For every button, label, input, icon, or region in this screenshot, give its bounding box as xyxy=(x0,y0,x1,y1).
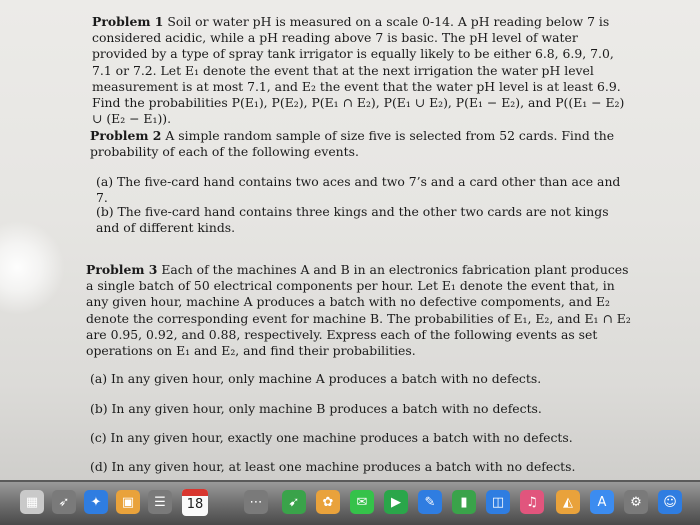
problem-3-text: Each of the machines A and B in an electronics fabrication plant produces a single batch of 50 electrical components per hour. Let E₁ denote the event that, in any given hour, machine A produces a batch with no defective compoments, and E₂ denote the corresponding event for machine B. The probabilities of E₁, E₂, and E₁ ∩ E₂ are 0.95, 0.92, and 0.88, respectively. Express each of the following events as set operations on E₁ and E₂, and find their probabilities. xyxy=(86,262,631,359)
problem-3 xyxy=(86,262,634,359)
calendar-icon[interactable] xyxy=(182,489,208,516)
pages-icon[interactable]: ✎ xyxy=(418,490,442,514)
problem-3-item-c: (c) In any given hour, exactly one machine produces a batch with no defects. xyxy=(90,430,573,445)
screen-glare xyxy=(0,220,65,315)
notes-icon[interactable]: ⋯ xyxy=(244,490,268,514)
problem-1-title: Problem 1 xyxy=(92,14,164,29)
rocket-icon[interactable]: ➶ xyxy=(52,490,76,514)
photos-icon[interactable]: ✿ xyxy=(316,490,340,514)
keynote-icon[interactable]: ◫ xyxy=(486,490,510,514)
preview-icon[interactable]: ▣ xyxy=(116,490,140,514)
launchpad-icon[interactable]: ▦ xyxy=(20,490,44,514)
problem-2-title: Problem 2 xyxy=(90,128,162,143)
books-icon[interactable]: ◭ xyxy=(556,490,580,514)
problem-3-item-b: (b) In any given hour, only machine B produces a batch with no defects. xyxy=(90,401,542,416)
contacts-icon[interactable]: ☰ xyxy=(148,490,172,514)
dock-bar xyxy=(0,482,700,525)
app-store-icon[interactable]: A xyxy=(590,490,614,514)
settings-icon[interactable]: ⚙ xyxy=(624,490,648,514)
compass-icon[interactable]: ✦ xyxy=(84,490,108,514)
problem-1 xyxy=(92,14,632,127)
problem-1-text: Soil or water pH is measured on a scale 0-14. A pH reading below 7 is considered acidic, while a pH reading above 7 is basic. The pH level of water provided by a type of spray tank irrigator is equally likely to be either 6.8, 6.9, 7.0, 7.1 or 7.2. Let E₁ denote the event that at the next irrigation the water pH level measurement is at most 7.1, and E₂ the event that the water pH level is at least 6.9. Find the probabilities P(E₁), P(E₂), P(E₁ ∩ E₂), P(E₁ ∪ E₂), P(E₁ − E₂), and P((E₁ − E₂) ∪ (E₂ − E₁)). xyxy=(92,14,625,127)
finder-icon[interactable]: ☺ xyxy=(658,490,682,514)
problem-3-item-a: (a) In any given hour, only machine A produces a batch with no defects. xyxy=(90,371,542,386)
maps-icon[interactable]: ➹ xyxy=(282,490,306,514)
calendar-day: 18 xyxy=(186,497,204,512)
calendar-header xyxy=(182,489,208,496)
itunes-icon[interactable]: ♫ xyxy=(520,490,544,514)
problem-3-title: Problem 3 xyxy=(86,262,158,277)
numbers-chart-icon[interactable]: ▮ xyxy=(452,490,476,514)
problem-2-item-b: (b) The five-card hand contains three kings and the other two cards are not kings and of different kinds. xyxy=(96,204,609,235)
problem-3-item-d: (d) In any given hour, at least one machine produces a batch with no defects. xyxy=(90,459,576,474)
problem-2-item-a: (a) The five-card hand contains two aces and two 7’s and a card other than ace and 7. xyxy=(96,174,621,205)
messages-icon[interactable]: ✉ xyxy=(350,490,374,514)
problem-2-text: A simple random sample of size five is selected from 52 cards. Find the probability of each of the following events. xyxy=(90,128,615,160)
problem-2 xyxy=(90,128,632,160)
facetime-icon[interactable]: ▶ xyxy=(384,490,408,514)
